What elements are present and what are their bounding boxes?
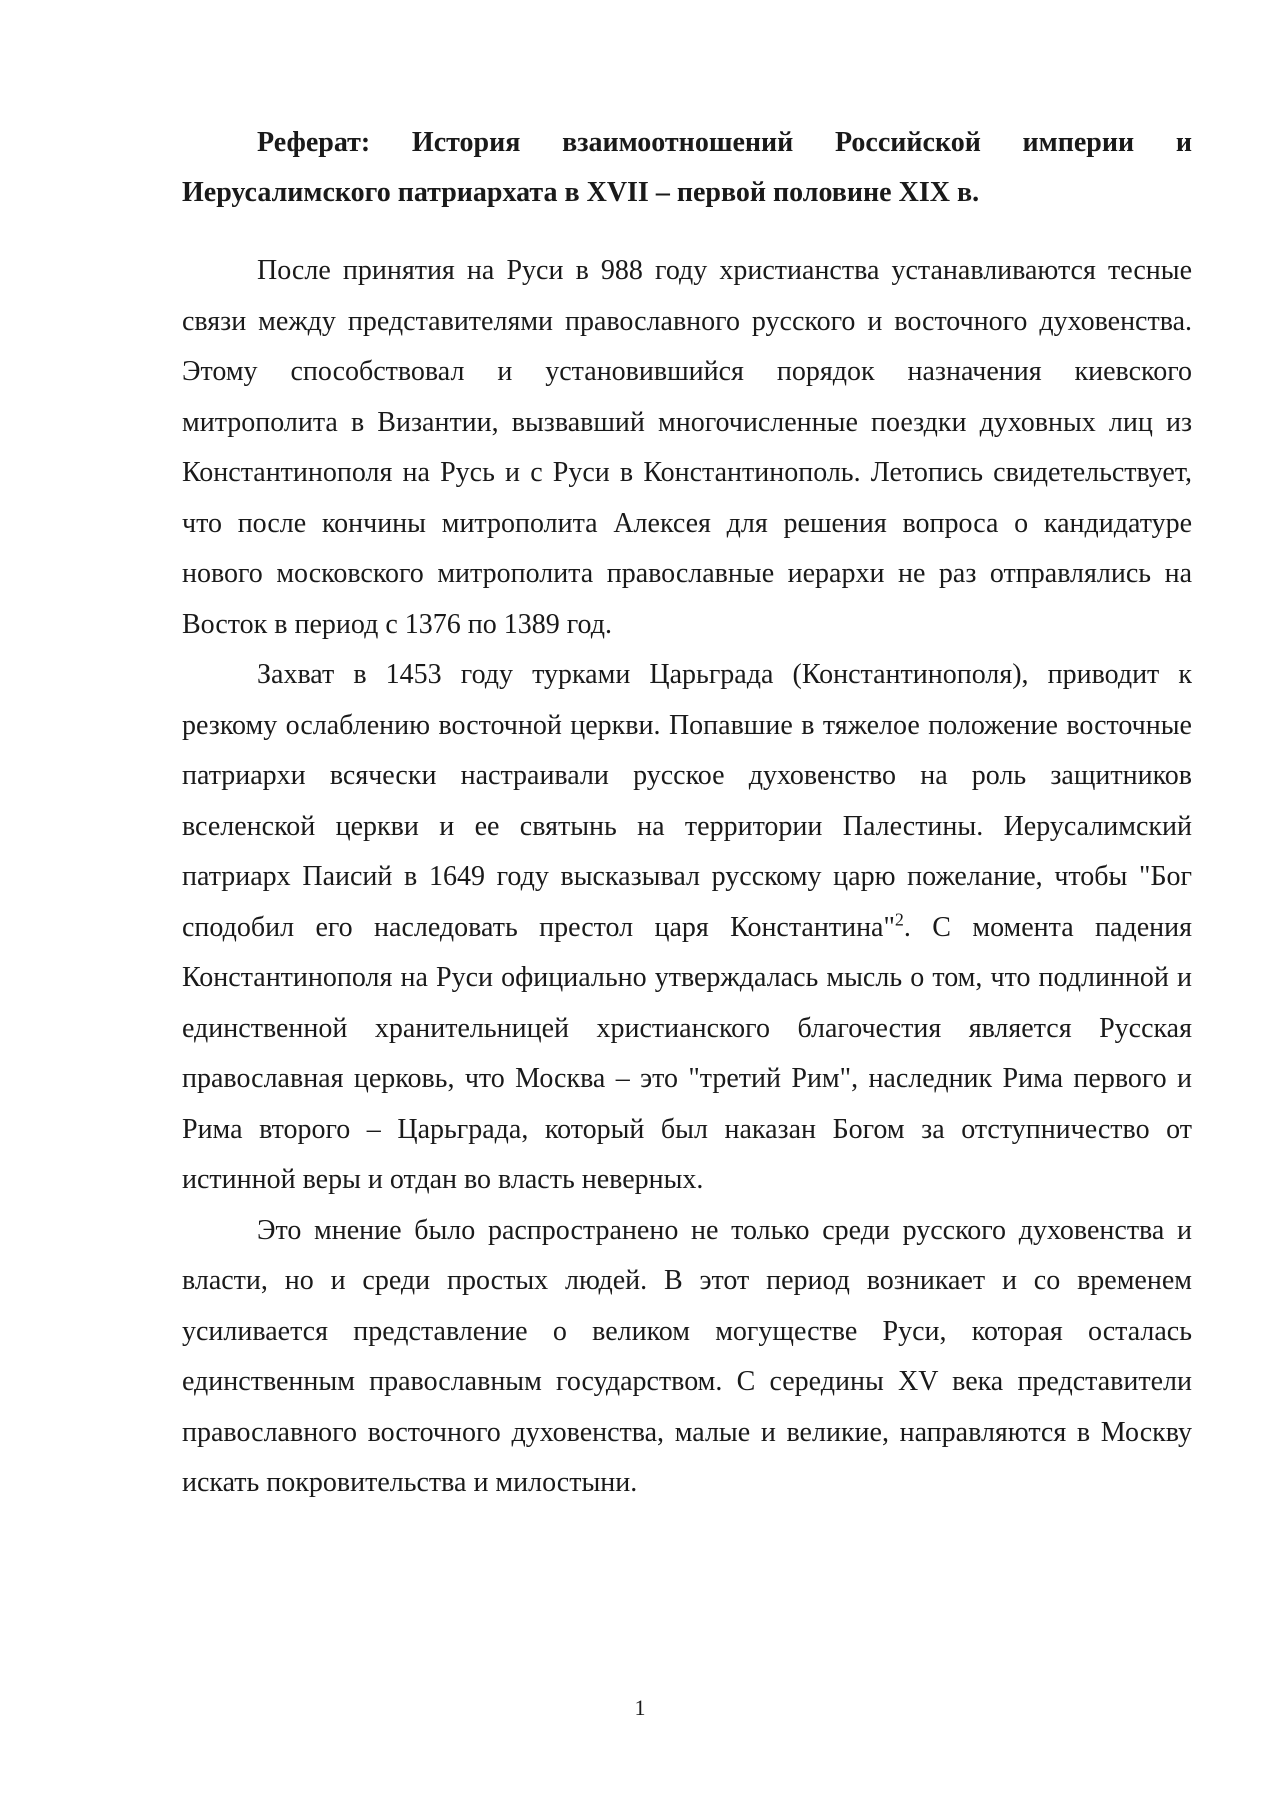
paragraph-2 <box>182 650 1192 1206</box>
document-title: Реферат: История взаимоотношений Российской империи и Иерусалимского патриархата в XVII – первой половине XIX в. <box>182 127 1192 208</box>
page-number: 1 <box>634 1695 646 1720</box>
footnote-reference[interactable]: 2 <box>894 909 904 930</box>
document-page <box>182 118 1192 1509</box>
paragraph-3: Это мнение было распространено не только среди русского духовенства и власти, но и среди простых людей. В этот период возникает и со временем усиливается представление о великом могуществе Руси, которая осталась единственным православным государством. С середины XV века представители православного восточного духовенства, малые и великие, направляются в Москву искать покровительства и милостыни. <box>182 1214 1192 1498</box>
paragraph-2-text-after: . С момента падения Константинополя на Руси официально утверждалась мысль о том, что подлинной и единственной хранительницей христианского благочестия является Русская православная церковь, что Москва – это "третий Рим", наследник Рима первого и Рима второго – Царьграда, который был наказан Богом за отступничество от истинной веры и отдан во власть неверных. <box>182 911 1192 1195</box>
paragraph-2-text-before: Захват в 1453 году турками Царьграда (Константинополя), приводит к резкому ослаблению восточной церкви. Попавшие в тяжелое положение восточные патриархи всячески настраивали русское духовенство на роль защитников вселенской церкви и ее святынь на территории Палестины. Иерусалимский патриарх Паисий в 1649 году высказывал русскому царю пожелание, чтобы "Бог сподобил его наследовать престол царя Константина" <box>182 659 1192 943</box>
paragraph-1: После принятия на Руси в 988 году христианства устанавливаются тесные связи между представителями православного русского и восточного духовенства. Этому способствовал и установившийся порядок назначения киевского митрополита в Византии, вызвавший многочисленные поездки духовных лиц из Константинополя на Русь и с Руси в Константинополь. Летопись свидетельствует, что после кончины митрополита Алексея для решения вопроса о кандидатуре нового московского митрополита православные иерархи не раз отправлялись на Восток в период с 1376 по 1389 год. <box>182 255 1192 640</box>
